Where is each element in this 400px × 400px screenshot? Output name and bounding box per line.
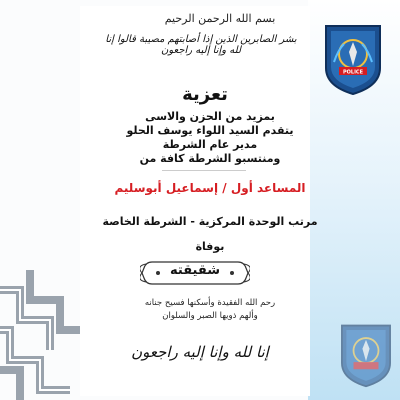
unit-line: مرتب الوحدة المركزية - الشرطة الخاصة (102, 215, 318, 228)
deceased-relative-name: المساعد أول / إسماعيل أبوسليم (114, 181, 306, 195)
message-card (80, 6, 310, 396)
basmala: بسم الله الرحمن الرحيم (164, 12, 276, 25)
relation-word: شقيقته (170, 263, 220, 278)
quran-verse: بشر الصابرين الذين إذا أصابتهم مصيبة قالوا إنا لله وإنا إليه راجعون (105, 34, 297, 56)
badge-label: POLICE (342, 69, 364, 76)
condolence-title: تعزية (182, 84, 228, 105)
prayer-line-2: وألهم ذويها الصبر والسلوان (162, 311, 258, 321)
closing-calligraphy: إنا لله وإنا إليه راجعون (131, 343, 269, 361)
police-badge-bottom-icon (338, 322, 394, 388)
death-word: بوفاة (195, 240, 225, 253)
intro-line-3: مدير عام الشرطة (162, 138, 258, 151)
prayer-line-1: رحم الله الفقيدة وأسكنها فسيح جنانه (144, 298, 276, 308)
police-badge-top-icon (322, 22, 384, 96)
divider (162, 170, 246, 171)
intro-line-4: ومنتسبو الشرطة كافة من (139, 152, 281, 165)
intro-line-2: يتقدم السيد اللواء يوسف الحلو (126, 124, 294, 137)
intro-line-1: بمزيد من الحزن والاسى (145, 110, 275, 123)
